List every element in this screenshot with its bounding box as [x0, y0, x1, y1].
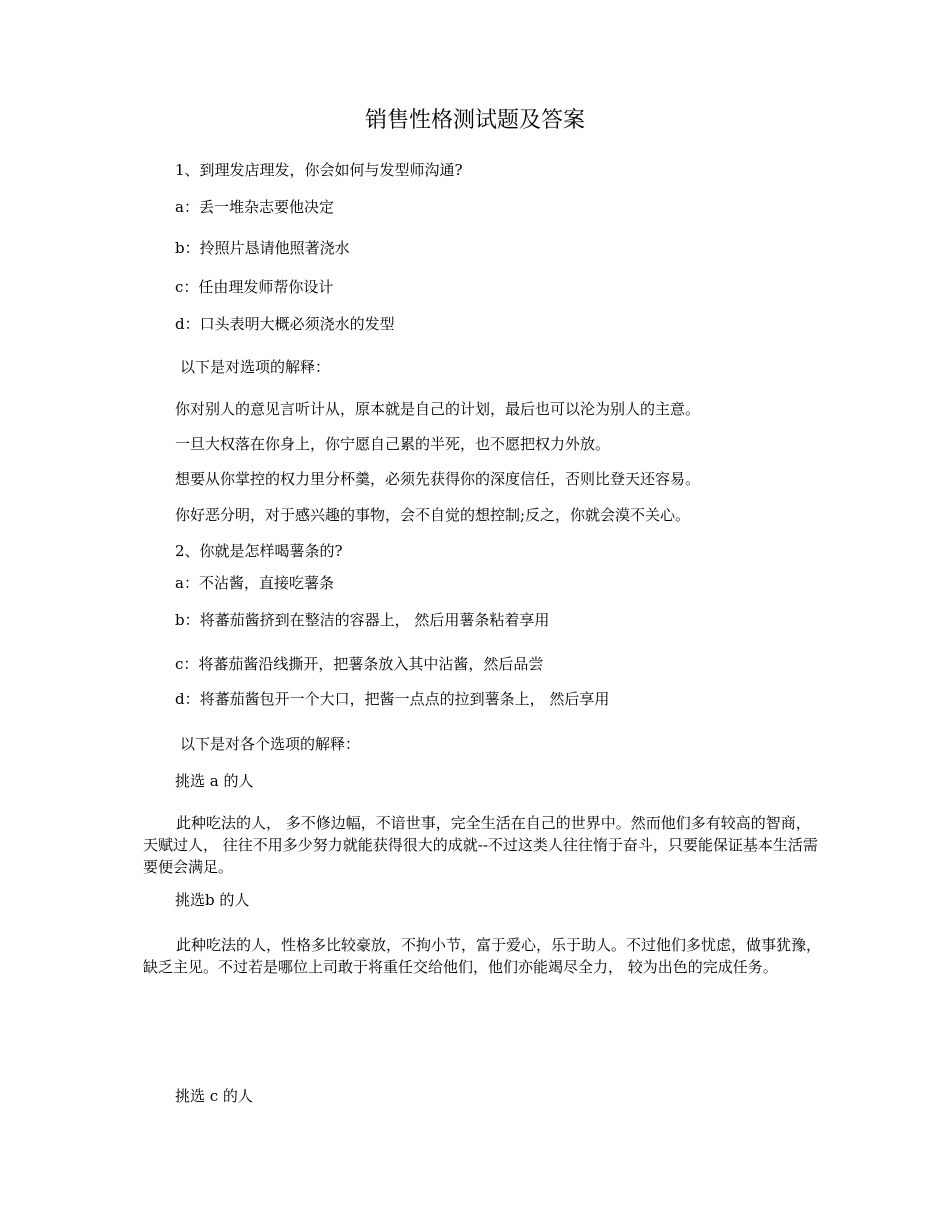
- choice-a-paragraph: 此种吃法的人， 多不修边幅，不谙世事，完全生活在自己的世界中。然而他们多有较高的智商，天赋过人， 往往不用多少努力就能获得很大的成就--不过这类人往往惰于奋斗，只要能保证基本生活需要便会满足。: [143, 814, 818, 876]
- q1-explanation-4: 你好恶分明，对于感兴趣的事物，会不自觉的想控制;反之，你就会漠不关心。: [175, 506, 691, 524]
- q2-explain-heading: 以下是对各个选项的解释：: [180, 735, 361, 753]
- q1-option-a: a：丢一堆杂志要他决定: [175, 198, 334, 216]
- choice-a-heading: 挑选 a 的人: [175, 772, 254, 790]
- q1-explain-heading: 以下是对选项的解释：: [180, 358, 331, 376]
- question-2: 2、你就是怎样喝薯条的?: [175, 542, 343, 560]
- q2-option-b: b：将蕃茄酱挤到在整洁的容器上， 然后用薯条粘着享用: [175, 611, 550, 629]
- q1-option-b: b：拎照片恳请他照著浇水: [175, 239, 350, 257]
- q1-option-c: c：任由理发师帮你设计: [175, 278, 334, 296]
- choice-b-paragraph: 此种吃法的人，性格多比较豪放，不拘小节，富于爱心，乐于助人。不过他们多忧虑，做事犹豫，缺乏主见。不过若是哪位上司敢于将重任交给他们，他们亦能竭尽全力， 较为出色的完成任务。: [143, 936, 822, 976]
- q2-option-a: a：不沾酱，直接吃薯条: [175, 574, 334, 592]
- q2-option-c: c：将蕃茄酱沿线撕开，把薯条放入其中沾酱，然后品尝: [175, 655, 544, 673]
- choice-b-heading: 挑选b 的人: [175, 891, 250, 909]
- q1-explanation-2: 一旦大权落在你身上，你宁愿自己累的半死，也不愿把权力外放。: [175, 435, 611, 453]
- q1-option-d: d：口头表明大概必须浇水的发型: [175, 315, 395, 333]
- question-1: 1、到理发店理发，你会如何与发型师沟通?: [175, 161, 463, 179]
- q1-explanation-3: 想要从你掌控的权力里分杯羹，必须先获得你的深度信任，否则比登天还容易。: [175, 470, 701, 488]
- choice-c-heading: 挑选 c 的人: [175, 1087, 253, 1105]
- q2-option-d: d：将蕃茄酱包开一个大口，把酱一点点的拉到薯条上， 然后享用: [175, 690, 610, 708]
- page-title: 销售性格测试题及答案: [364, 108, 585, 133]
- q1-explanation-1: 你对别人的意见言听计从，原本就是自己的计划，最后也可以沦为别人的主意。: [175, 400, 701, 418]
